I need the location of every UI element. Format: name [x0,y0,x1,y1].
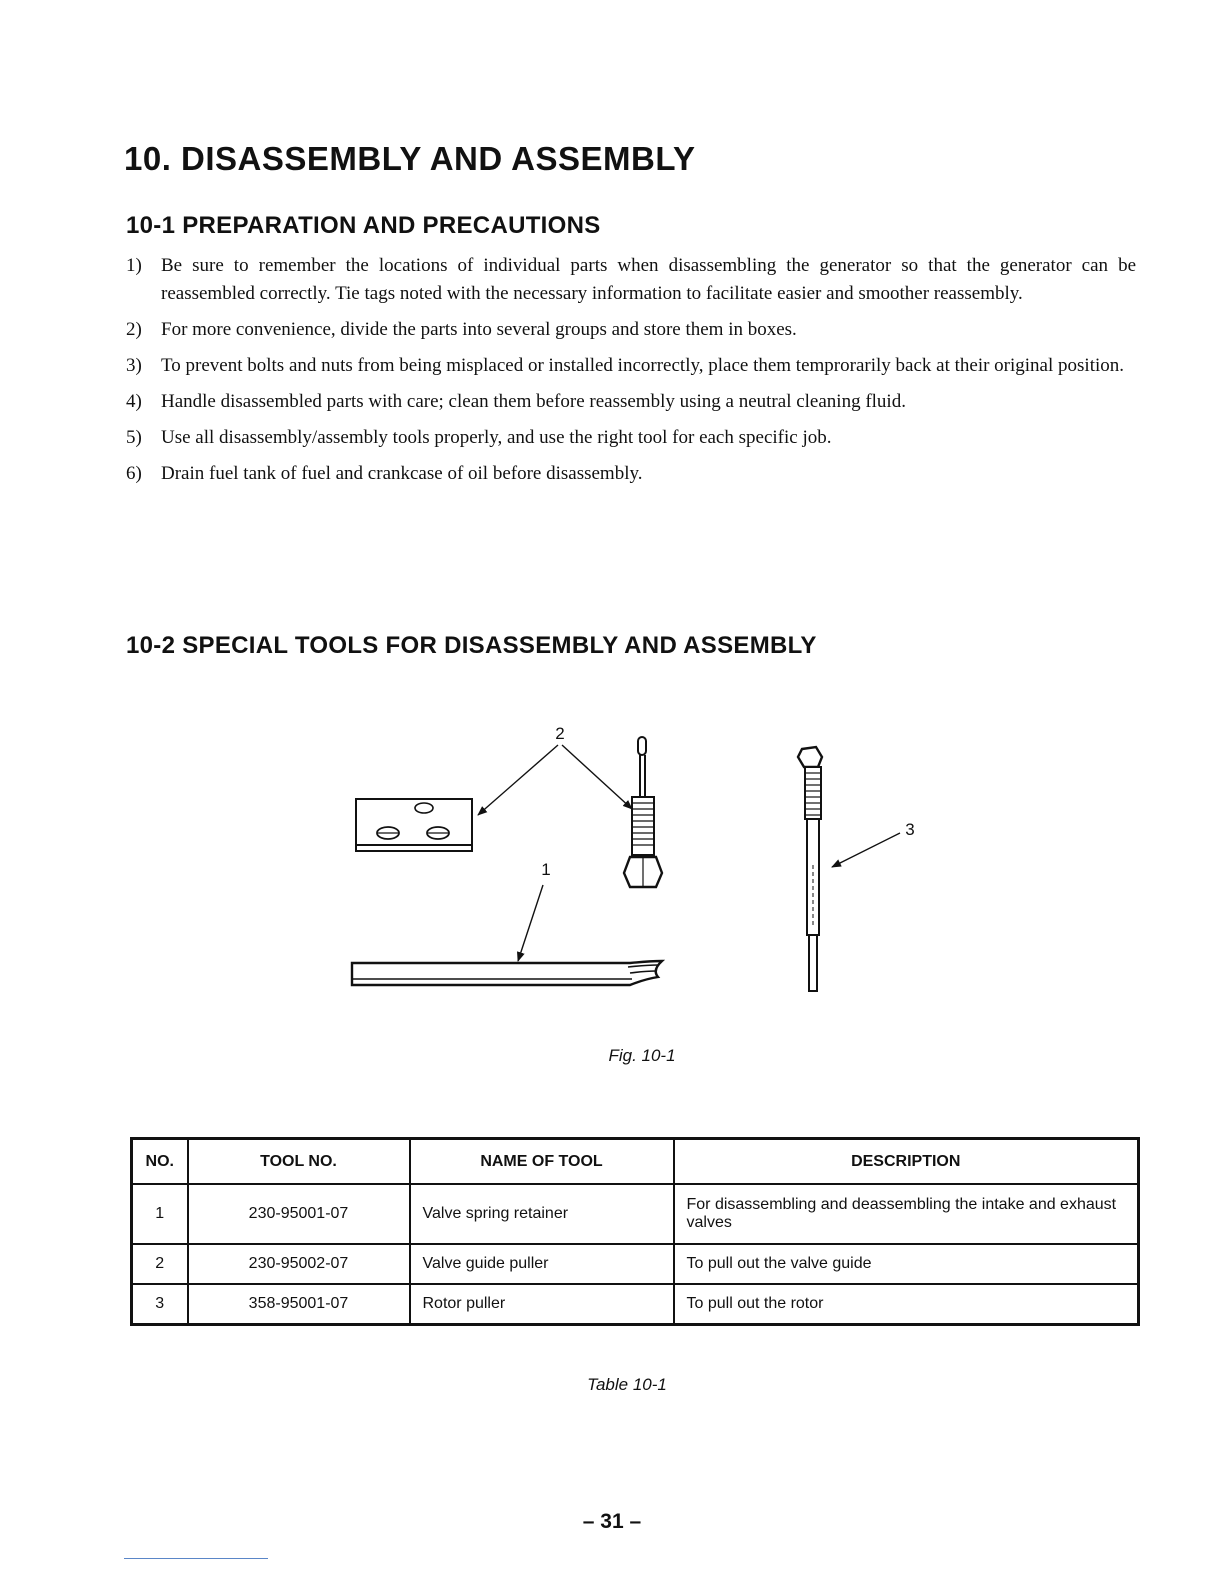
list-item-number: 5) [126,427,142,448]
list-item [126,424,1136,452]
footer-divider [124,1558,268,1559]
valve-guide-puller-bolt [624,737,662,887]
list-item [126,352,1136,380]
cell-tool-name: Rotor puller [410,1284,674,1325]
figure-caption: Fig. 10-1 [608,1046,676,1065]
table-row [132,1244,1139,1284]
list-item-number: 2) [126,319,142,340]
special-tools-figure [340,715,940,1005]
list-item-number: 3) [126,355,142,376]
valve-spring-retainer-bar [352,961,662,985]
column-header: NAME OF TOOL [410,1139,674,1185]
cell-description: For disassembling and deassembling the intake and exhaust valves [674,1184,1139,1244]
callout-label-3: 3 [905,820,915,839]
cell-tool-no: 230-95002-07 [188,1244,410,1284]
list-item [126,460,1136,488]
list-item-text: Use all disassembly/assembly tools properly, and use the right tool for each specific job. [161,427,832,448]
cell-number: 2 [132,1244,188,1284]
page-number: – 31 – [582,1510,642,1533]
cell-description: To pull out the valve guide [674,1244,1139,1284]
list-item-text: Be sure to remember the locations of individual parts when disassembling the generator so that the generator can be reassembled correctly. Tie tags noted with the necessary information to facilitate easier and smoother reassembly. [161,255,1136,304]
list-item [126,252,1136,308]
list-item-text: To prevent bolts and nuts from being misplaced or installed incorrectly, place them temprorarily back at their original position. [161,355,1124,376]
table-row [132,1184,1139,1244]
list-item-number: 6) [126,463,142,484]
list-item-number: 4) [126,391,142,412]
table-caption: Table 10-1 [587,1375,667,1394]
list-item-text: For more convenience, divide the parts into several groups and store them in boxes. [161,319,797,340]
rotor-puller [798,747,822,991]
section-heading-special-tools: 10-2 SPECIAL TOOLS FOR DISASSEMBLY AND ASSEMBLY [126,632,817,659]
table-header-row [132,1139,1139,1185]
page-title: 10. DISASSEMBLY AND ASSEMBLY [124,140,696,177]
column-header: NO. [132,1139,188,1185]
special-tools-table [130,1137,1140,1326]
valve-guide-puller-block [356,799,472,851]
list-item-text: Drain fuel tank of fuel and crankcase of oil before disassembly. [161,463,643,484]
cell-description: To pull out the rotor [674,1284,1139,1325]
cell-number: 1 [132,1184,188,1244]
list-item-number: 1) [126,255,142,276]
table-row [132,1284,1139,1325]
precautions-list [126,252,1136,496]
section-heading-preparation: 10-1 PREPARATION AND PRECAUTIONS [126,212,601,239]
callout-label-1: 1 [541,860,551,879]
column-header: DESCRIPTION [674,1139,1139,1185]
list-item [126,388,1136,416]
callout-label-2: 2 [555,724,565,743]
cell-tool-no: 358-95001-07 [188,1284,410,1325]
cell-tool-name: Valve spring retainer [410,1184,674,1244]
list-item-text: Handle disassembled parts with care; clean them before reassembly using a neutral cleaning fluid. [161,391,906,412]
cell-tool-name: Valve guide puller [410,1244,674,1284]
cell-tool-no: 230-95001-07 [188,1184,410,1244]
list-item [126,316,1136,344]
column-header: TOOL NO. [188,1139,410,1185]
cell-number: 3 [132,1284,188,1325]
